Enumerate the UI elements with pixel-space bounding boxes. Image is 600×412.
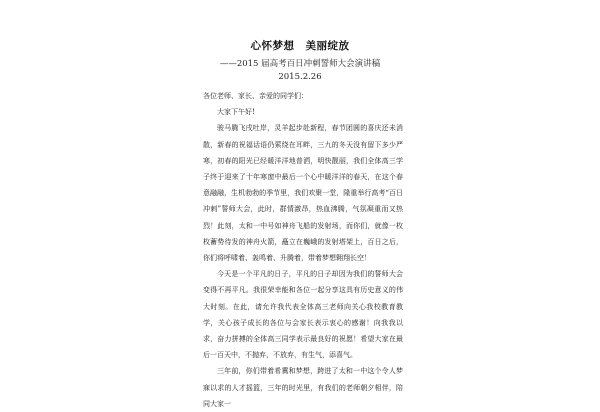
greeting: 大家下午好! [217, 108, 255, 117]
document-date: 2015.2.26 [278, 72, 322, 82]
paragraph-3: 三年前，你们带着希冀和梦想，跨进了太和一中这个令人梦寐以求的人才摇篮，三年的时光里，有我们的老师朝夕相伴，陪同大家一 [203, 367, 403, 408]
document-body [203, 88, 403, 412]
paragraph-1: 骏马腾飞戌吐岸，灵羊起步赴新程，春节团圆的喜庆还未消散，新春的祝福话语仍萦绕在耳畔，三九的冬天没有留下多少严寒，初春的阳光已经暖洋洋地普洒，明快靓丽，我们全体高三学子终于迎来了十年寒窗中最后一个心中暖洋洋的春天，在这个春意融融，生机勃勃的季节里，我们欢聚一堂，隆重举行高考“百日冲刺”誓师大会，此时，群情激昂，热血沸腾，气氛凝重而又热烈！此刻，太和一中号如神舟飞船的发射场，而你们，就像一枚枚蓄势待发的神舟火箭，矗立在巍峨的发射塔架上，百日之后，你们将呼啸着、轰鸣着、升腾着，带着梦想翱翔长空！ [203, 124, 403, 263]
paragraph-2: 今天是一个平凡的日子，平凡的日子却因为我们的誓师大会变得不再平凡。我很荣幸能和各位一起分享这具有历史意义的伟大时刻。在此，请允许我代表全体高三老师向关心我校教育教学，关心孩子成长的各位与会家长表示衷心的感谢！向我我以求，奋力拼搏的全体高三同学表示最良好的祝愿！希望大家在最后一百天中，不抛弃，不放弃，有生气，添喜气。 [203, 270, 403, 360]
salutation: 各位老师、家长、亲爱的同学们： [203, 92, 308, 100]
document-subtitle: ——2015 届高考百日冲刺誓师大会演讲稿 [219, 59, 381, 69]
document-title: 心怀梦想 美丽绽放 [250, 40, 350, 52]
